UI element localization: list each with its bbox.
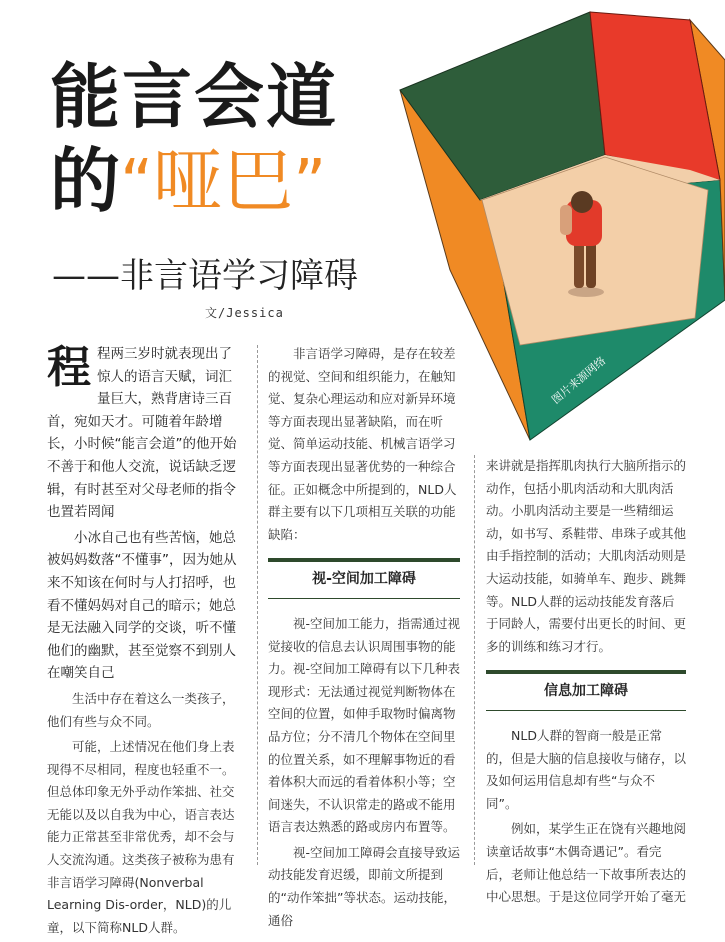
subtitle: ——非言语学习障碍 (52, 256, 358, 296)
body-paragraph: 可能，上述情况在他们身上表现得不尽相同，程度也轻重不一。但总体印象无外乎动作笨拙、社交无能以及以自我为中心，语言表达能力正常甚至非常优秀，却不会与人交流沟通。这类孩子被称为患有非言语学习障碍(Nonverbal Learning Dis-order，NLD)的儿童，以下简称NLD人群。 (47, 739, 235, 935)
lead-paragraph-2: 小冰自己也有些苦恼，她总被妈妈数落“不懂事”，因为她从来不知该在何时与人打招呼，也看不懂妈妈对自己的暗示；她总是无法融入同学的交谈，听不懂他们的幽默，甚至觉察不到别人在嘲笑自己 (47, 529, 237, 682)
title-close-quote: ” (293, 147, 327, 221)
body-paragraph: 生活中存在着这么一类孩子，他们有些与众不同。 (47, 690, 235, 729)
body-paragraph: 视-空间加工障碍会直接导致运动技能发育迟缓，即前文所提到的“动作笨拙”等状态。运动技能，通俗 (268, 844, 461, 928)
title-prefix: 的 (50, 140, 120, 222)
lead-paragraph-1-text: 程两三岁时就表现出了惊人的语言天赋，词汇量巨大，熟背唐诗三百首，宛如天才。可随着年龄增长，小时候“能言会道”的他开始不善于和他人交流，说话缺乏逻辑，有时甚至对父母老师的指令也置若罔闻 (47, 346, 237, 521)
body-paragraph: 视-空间加工能力，指需通过视觉接收的信息去认识周围事物的能力。视-空间加工障碍有以下几种表现形式：无法通过视觉判断物体在空间的位置，如伸手取物时偏离物品方位；分不清几个物体在空间里的位置关系，如不理解事物近的看着体积大而远的看着体积小等；空间迷失，不认识常走的路或不能用语言表达熟悉的路或房内布置等。 (268, 615, 461, 835)
body-paragraph: 非言语学习障碍，是存在较差的视觉、空间和组织能力，在触知觉、复杂心理运动和应对新异环境等方面表现出显著缺陷，而在听觉、简单运动技能、机械言语学习等方面表现出显著优势的一种综合征。正如概念中所提到的，NLD人群主要有以下几项相互关联的功能缺陷： (268, 346, 457, 542)
body-paragraph: NLD人群的智商一般是正常的，但是大脑的信息接收与储存，以及如何运用信息却有些“与众不同”。 (486, 727, 687, 811)
section-heading-information: 信息加工障碍 (486, 670, 686, 711)
column-2 (268, 343, 460, 935)
title-highlight: 哑巴 (153, 140, 294, 222)
column-1 (47, 343, 245, 942)
column-divider (257, 345, 258, 865)
lead-paragraph-1 (47, 343, 245, 524)
byline: 文/Jessica (205, 306, 284, 320)
title-line-1: 能言会道 (50, 56, 338, 138)
body-paragraph: 来讲就是指挥肌肉执行大脑所指示的动作，包括小肌肉活动和大肌肉活动。小肌肉活动主要是一些精细运动，如书写、系鞋带、串珠子或其他由手指控制的活动；大肌肉活动则是大运动技能，如骑单车、跑步、跳舞等。NLD人群的运动技能发育落后于同龄人，需要付出更长的时间、更多的训练和练习才行。 (486, 458, 687, 654)
title-line-2 (50, 140, 327, 222)
column-divider (474, 455, 475, 865)
body-paragraph: 例如，某学生正在饶有兴趣地阅读童话故事“木偶奇遇记”。看完后，老师让他总结一下故事所表达的中心思想。于是这位同学开始了毫无 (486, 821, 687, 905)
column-3 (486, 455, 686, 912)
image-watermark: 图片来源网络 (549, 354, 609, 407)
section-heading-visual-spatial: 视-空间加工障碍 (268, 558, 460, 599)
title-open-quote: “ (120, 147, 154, 221)
drop-cap: 程 (47, 342, 91, 393)
